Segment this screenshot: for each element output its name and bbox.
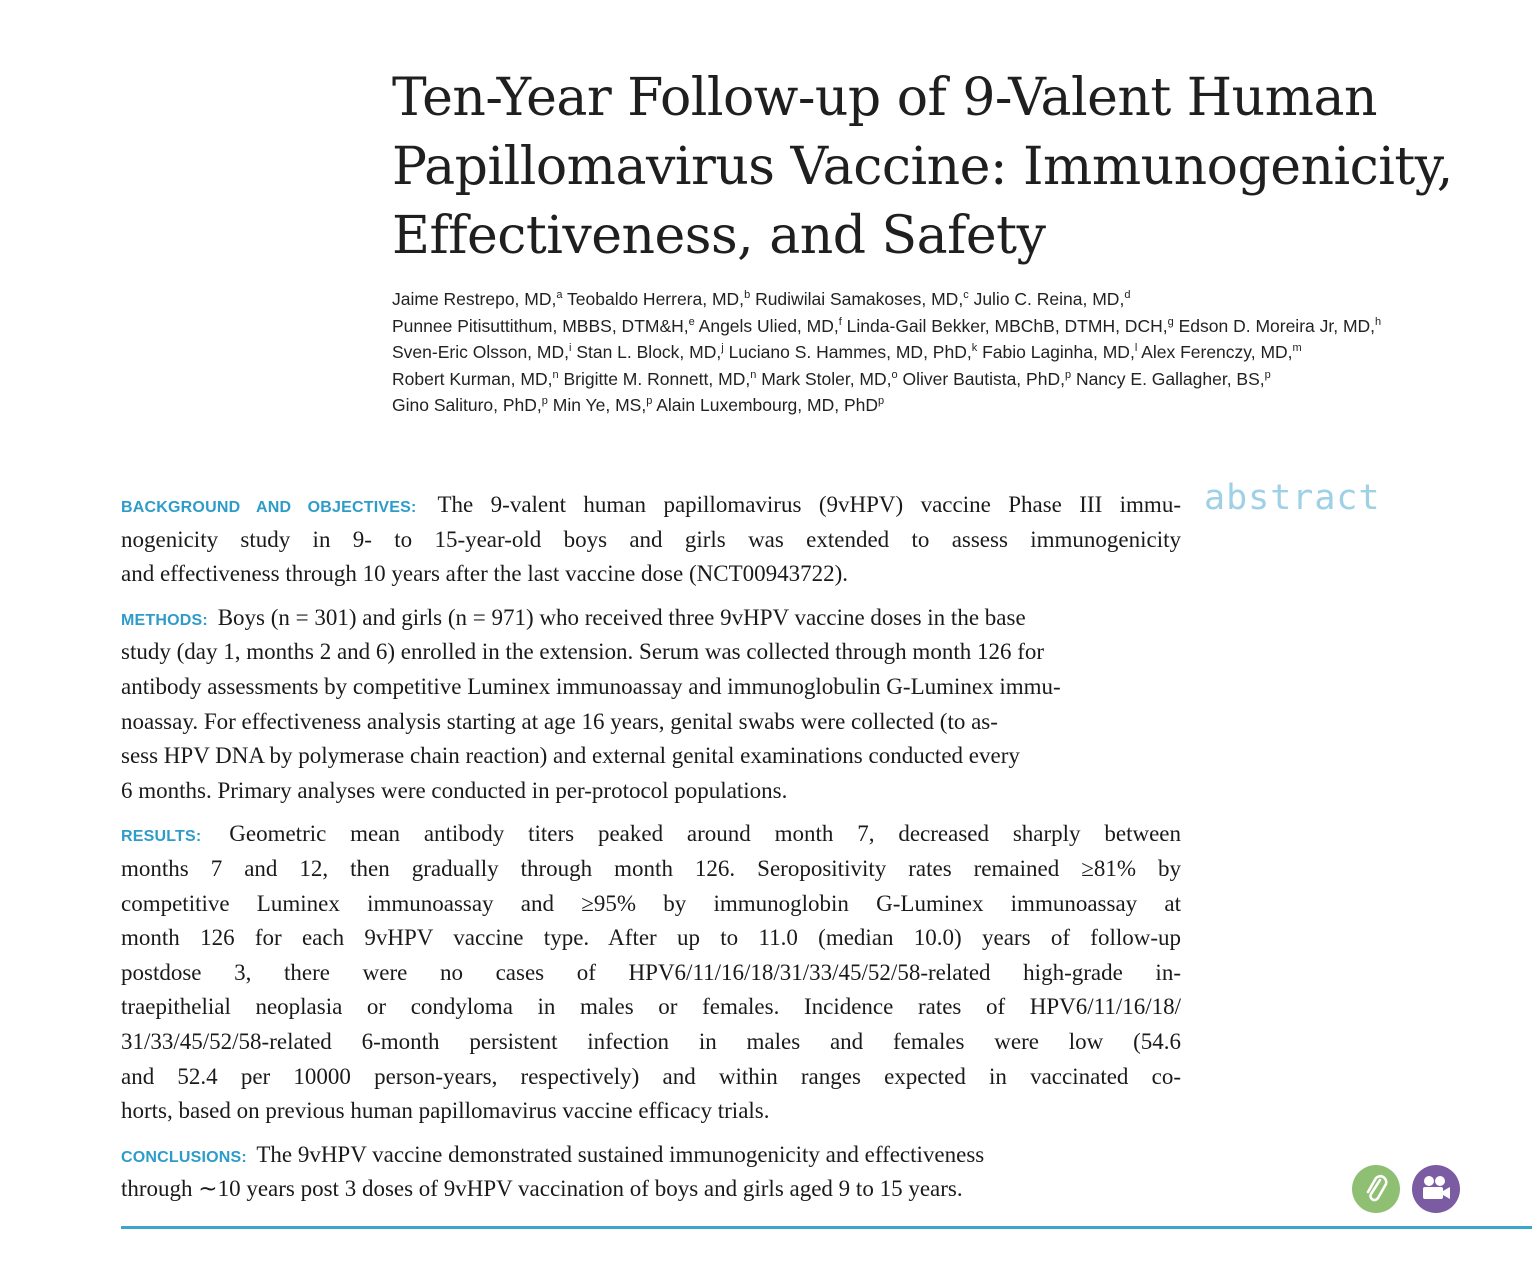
- bottom-rule: [121, 1226, 1532, 1229]
- abstract-section: [121, 488, 1181, 592]
- abstract-line: [121, 1094, 1181, 1129]
- abstract-line: [121, 670, 1181, 705]
- title-line: Papillomavirus Vaccine: Immunogenicity,: [392, 137, 1453, 197]
- author-name: Edson D. Moreira Jr, MD,: [1178, 315, 1376, 336]
- abstract-section: [121, 1138, 1181, 1207]
- abstract-text: month 126 for each 9vHPV vaccine type. After up to 11.0 (median 10.0) years of follow-up: [121, 925, 1181, 951]
- author-name: Julio C. Reina, MD,: [973, 289, 1125, 309]
- affiliation-marker: p: [646, 395, 653, 407]
- abstract-line: [121, 817, 1181, 852]
- affiliation-marker: l: [1134, 342, 1138, 354]
- affiliation-marker: d: [1124, 289, 1131, 301]
- author-line: [392, 366, 1512, 393]
- abstract-text: The 9-valent human papillomavirus (9vHPV) vaccine Phase III immu-: [437, 492, 1181, 517]
- section-heading: CONCLUSIONS:: [121, 1148, 247, 1166]
- abstract-text: through ∼10 years post 3 doses of 9vHPV vaccination of boys and girls aged 9 to 15 years.: [121, 1176, 963, 1202]
- abstract-text: and effectiveness through 10 years after the last vaccine dose (NCT00943722).: [121, 561, 849, 587]
- author-name: Fabio Laginha, MD,: [982, 342, 1135, 362]
- abstract-text: The 9vHPV vaccine demonstrated sustained immunogenicity and effectiveness: [256, 1141, 985, 1167]
- author-name: Oliver Bautista, PhD,: [902, 368, 1065, 389]
- abstract-text: horts, based on previous human papillomavirus vaccine efficacy trials.: [121, 1098, 770, 1124]
- abstract-line: [121, 852, 1181, 887]
- paperclip-icon[interactable]: [1352, 1165, 1400, 1213]
- author-name: Sven-Eric Olsson, MD,: [392, 342, 569, 362]
- author-name: Teobaldo Herrera, MD,: [567, 289, 745, 309]
- abstract-label: abstract: [1204, 478, 1381, 518]
- affiliation-marker: m: [1292, 342, 1302, 354]
- abstract-text: traepithelial neoplasia or condyloma in males or females. Incidence rates of HPV6/11/16/18/: [121, 994, 1181, 1020]
- abstract-text: months 7 and 12, then gradually through month 126. Seropositivity rates remained ≥81% by: [121, 855, 1181, 881]
- abstract-line: [121, 1025, 1181, 1060]
- affiliation-marker: i: [568, 342, 572, 354]
- section-heading: METHODS:: [121, 611, 208, 629]
- author-name: Robert Kurman, MD,: [392, 368, 553, 389]
- affiliation-marker: n: [750, 368, 757, 381]
- affiliation-marker: k: [971, 342, 978, 354]
- author-name: Punnee Pitisuttithum, MBBS, DTM&H,: [392, 315, 689, 336]
- affiliation-marker: f: [838, 315, 842, 328]
- author-list: [392, 286, 1512, 419]
- abstract-line: [121, 705, 1181, 740]
- author-name: Gino Salituro, PhD,: [392, 395, 542, 415]
- abstract-line: [121, 956, 1181, 991]
- author-name: Alain Luxembourg, MD, PhD: [656, 395, 878, 415]
- abstract-section: [121, 601, 1181, 809]
- author-name: Angels Ulied, MD,: [698, 315, 839, 336]
- author-name: Alex Ferenczy, MD,: [1141, 342, 1293, 362]
- video-camera-icon[interactable]: [1412, 1165, 1460, 1213]
- abstract-text: 31/33/45/52/58-related 6-month persistent infection in males and females were low (54.6: [121, 1028, 1181, 1054]
- article-title: [392, 64, 1512, 271]
- affiliation-marker: j: [721, 342, 724, 354]
- author-name: Jaime Restrepo, MD,: [392, 289, 557, 309]
- abstract-body: [121, 488, 1181, 1216]
- affiliation-marker: e: [688, 315, 695, 328]
- abstract-line: [121, 774, 1181, 809]
- abstract-line: [121, 557, 1181, 592]
- abstract-text: and 52.4 per 10000 person-years, respectively) and within ranges expected in vaccinated co-: [121, 1063, 1181, 1089]
- affiliation-marker: p: [541, 395, 548, 407]
- abstract-line: [121, 488, 1181, 523]
- affiliation-marker: h: [1375, 315, 1382, 328]
- affiliation-marker: o: [891, 368, 898, 381]
- affiliation-marker: p: [878, 395, 885, 407]
- author-line: [392, 286, 1512, 313]
- title-line: Ten-Year Follow-up of 9-Valent Human: [392, 68, 1377, 128]
- author-name: Nancy E. Gallagher, BS,: [1075, 368, 1265, 389]
- author-line: [392, 313, 1512, 340]
- abstract-text: Geometric mean antibody titers peaked around month 7, decreased sharply between: [229, 821, 1182, 847]
- abstract-line: [121, 990, 1181, 1025]
- author-name: Linda-Gail Bekker, MBChB, DTMH, DCH,: [846, 315, 1168, 336]
- author-name: Luciano S. Hammes, MD, PhD,: [728, 342, 972, 362]
- abstract-line: [121, 921, 1181, 956]
- affiliation-marker: b: [744, 289, 751, 301]
- author-name: Stan L. Block, MD,: [576, 342, 722, 362]
- title-line: Effectiveness, and Safety: [392, 206, 1046, 266]
- affiliation-marker: g: [1167, 315, 1174, 328]
- author-name: Min Ye, MS,: [552, 395, 647, 415]
- abstract-section: [121, 817, 1181, 1128]
- author-name: Rudiwilai Samakoses, MD,: [755, 289, 964, 309]
- abstract-line: [121, 1060, 1181, 1095]
- abstract-text: 6 months. Primary analyses were conducted in per-protocol populations.: [121, 777, 788, 803]
- section-heading: BACKGROUND AND OBJECTIVES:: [121, 499, 417, 516]
- author-name: Mark Stoler, MD,: [761, 368, 892, 389]
- abstract-text: sess HPV DNA by polymerase chain reaction) and external genital examinations conducted every: [121, 743, 1020, 769]
- affiliation-marker: n: [552, 368, 559, 381]
- abstract-text: study (day 1, months 2 and 6) enrolled in the extension. Serum was collected through month 126 for: [121, 639, 1045, 665]
- abstract-line: [121, 635, 1181, 670]
- abstract-line: [121, 601, 1181, 636]
- affiliation-marker: a: [556, 289, 563, 301]
- abstract-text: competitive Luminex immunoassay and ≥95% by immunoglobin G-Luminex immunoassay at: [121, 890, 1181, 916]
- abstract-text: Boys (n = 301) and girls (n = 971) who received three 9vHPV vaccine doses in the base: [217, 604, 1026, 630]
- abstract-line: [121, 887, 1181, 922]
- abstract-line: [121, 523, 1181, 558]
- abstract-line: [121, 1138, 1181, 1173]
- abstract-line: [121, 1172, 1181, 1207]
- abstract-text: nogenicity study in 9- to 15-year-old boys and girls was extended to assess immunogenicity: [121, 526, 1181, 552]
- abstract-text: antibody assessments by competitive Luminex immunoassay and immunoglobulin G-Luminex immu-: [121, 673, 1061, 699]
- affiliation-marker: p: [1264, 368, 1271, 381]
- abstract-text: postdose 3, there were no cases of HPV6/11/16/18/31/33/45/52/58-related high-grade in-: [121, 959, 1181, 985]
- abstract-line: [121, 739, 1181, 774]
- author-line: [392, 392, 1512, 419]
- affiliation-marker: c: [963, 289, 969, 301]
- abstract-text: noassay. For effectiveness analysis starting at age 16 years, genital swabs were collected (to as-: [121, 708, 998, 734]
- affiliation-marker: p: [1064, 368, 1072, 381]
- author-line: [392, 339, 1512, 366]
- section-heading: RESULTS:: [121, 828, 202, 846]
- author-name: Brigitte M. Ronnett, MD,: [563, 368, 751, 389]
